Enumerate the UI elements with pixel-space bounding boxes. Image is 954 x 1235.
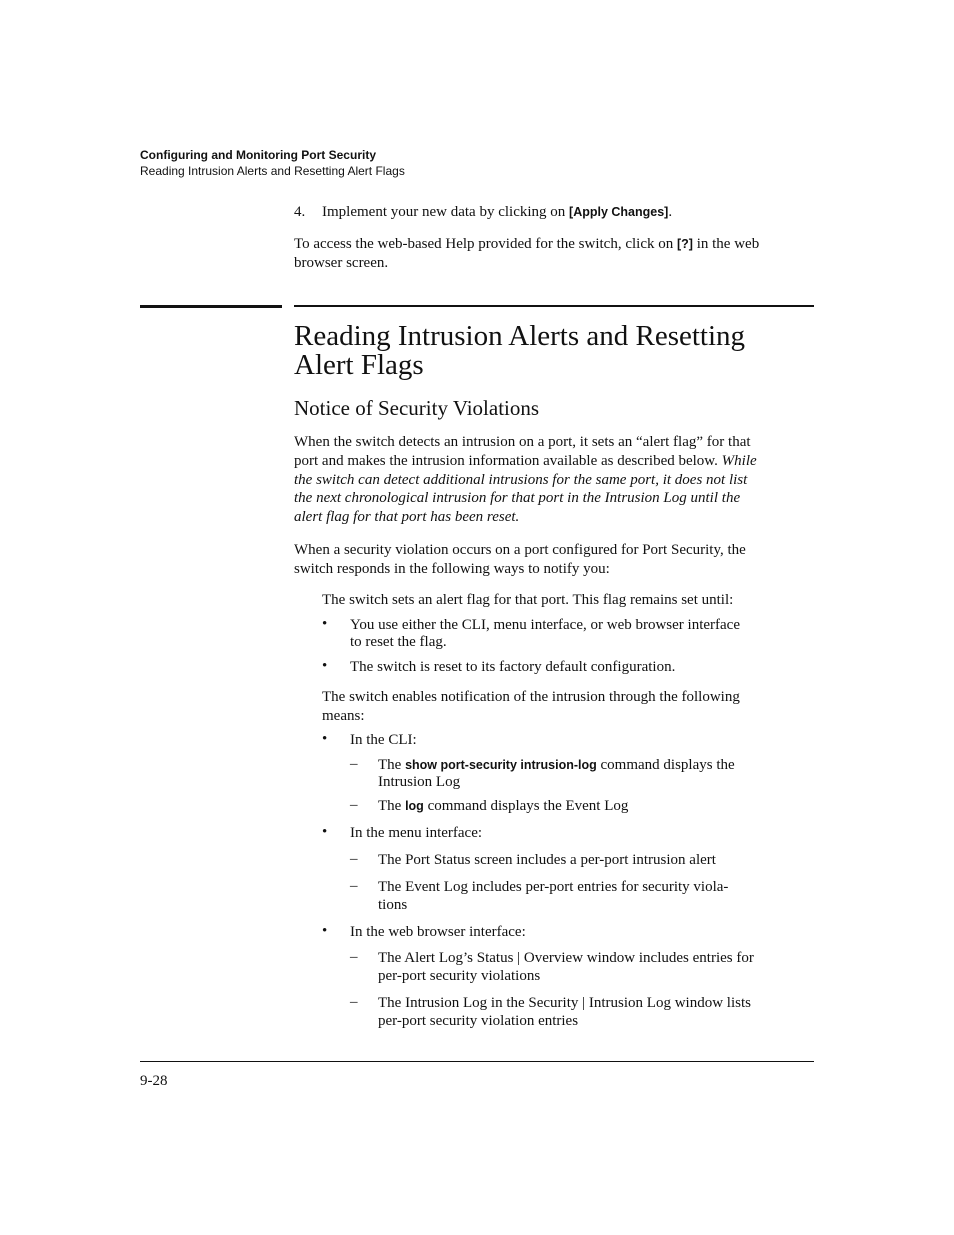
bullet-icon: •	[322, 923, 328, 939]
dash-icon: –	[350, 756, 358, 772]
flag-bullet2: The switch is reset to its factory default configuration.	[350, 659, 676, 675]
step-text	[322, 203, 672, 222]
cli-command-log: log	[405, 799, 424, 813]
para1-line2	[294, 452, 757, 471]
para2-line2: switch responds in the following ways to notify you:	[294, 561, 610, 577]
web-item2-line2: per-port security violation entries	[378, 1013, 579, 1029]
subsection-title: Notice of Security Violations	[294, 396, 540, 420]
para1-line2-italic: While	[721, 453, 757, 469]
para2-line1: When a security violation occurs on a port configured for Port Security, the	[294, 542, 746, 558]
help-button-ref: [?]	[677, 237, 693, 251]
para1-line3: the switch can detect additional intrusions for the same port, it does not list	[294, 472, 748, 488]
notify-paragraph-line1: The switch enables notification of the intrusion through the following	[322, 689, 740, 705]
dash-icon: –	[350, 878, 358, 894]
section-rule-right	[294, 305, 814, 307]
step-text-main: Implement your new data by clicking on	[322, 204, 570, 220]
running-header-chapter: Configuring and Monitoring Port Security	[140, 148, 376, 162]
dash-icon: –	[350, 949, 358, 965]
web-item2-line1: The Intrusion Log in the Security | Intrusion Log window lists	[378, 995, 751, 1011]
notify-paragraph-line2: means:	[322, 708, 365, 724]
flag-paragraph: The switch sets an alert flag for that port. This flag remains set until:	[322, 592, 734, 608]
cli-command-intrusion-log: show port-security intrusion-log	[405, 758, 597, 772]
help-text-b: in the web	[692, 236, 760, 252]
help-paragraph-line2: browser screen.	[294, 255, 389, 271]
web-item1-line1: The Alert Log’s Status | Overview window includes entries for	[378, 950, 754, 966]
section-title-line2: Alert Flags	[294, 349, 424, 381]
cli-item2	[378, 797, 628, 816]
para1-line1: When the switch detects an intrusion on a port, it sets an “alert flag” for that	[294, 434, 751, 450]
dash-icon: –	[350, 994, 358, 1010]
bullet-icon: •	[322, 616, 328, 632]
cli-item2-pre: The	[378, 798, 406, 814]
step-text-end: .	[668, 204, 673, 220]
dash-icon: –	[350, 851, 358, 867]
bullet-icon: •	[322, 824, 328, 840]
section-title	[294, 322, 814, 380]
menu-item1: The Port Status screen includes a per-port intrusion alert	[378, 852, 716, 868]
section-title-line1: Reading Intrusion Alerts and Resetting	[294, 320, 746, 352]
cli-item1-line2: Intrusion Log	[378, 774, 461, 790]
help-paragraph-line1	[294, 235, 759, 254]
para1-line4: the next chronological intrusion for that port in the Intrusion Log until the	[294, 490, 741, 506]
page-number: 9-28	[140, 1073, 168, 1089]
help-text-a: To access the web-based Help provided for the switch, click on	[294, 236, 677, 252]
footer-rule	[140, 1061, 814, 1062]
para1-line5: alert flag for that port has been reset.	[294, 509, 520, 525]
menu-label: In the menu interface:	[350, 825, 483, 841]
para1-line2-text: port and makes the intrusion information available as described below.	[294, 453, 722, 469]
bullet-icon: •	[322, 731, 328, 747]
apply-changes-button-ref: [Apply Changes]	[569, 205, 669, 219]
dash-icon: –	[350, 797, 358, 813]
web-item1-line2: per-port security violations	[378, 968, 541, 984]
bullet-icon: •	[322, 658, 328, 674]
cli-label: In the CLI:	[350, 732, 417, 748]
cli-item1-post: command displays the	[596, 757, 735, 773]
running-header-section: Reading Intrusion Alerts and Resetting Alert Flags	[140, 164, 405, 178]
flag-bullet1-line1: You use either the CLI, menu interface, or web browser interface	[350, 617, 740, 633]
flag-bullet1-line2: to reset the flag.	[350, 634, 447, 650]
web-label: In the web browser interface:	[350, 924, 526, 940]
section-rule-left	[140, 305, 282, 308]
menu-item2-line1: The Event Log includes per-port entries for security viola-	[378, 879, 729, 895]
cli-item2-post: command displays the Event Log	[423, 798, 629, 814]
step-number: 4.	[294, 204, 306, 220]
menu-item2-line2: tions	[378, 897, 408, 913]
cli-item1-pre: The	[378, 757, 406, 773]
